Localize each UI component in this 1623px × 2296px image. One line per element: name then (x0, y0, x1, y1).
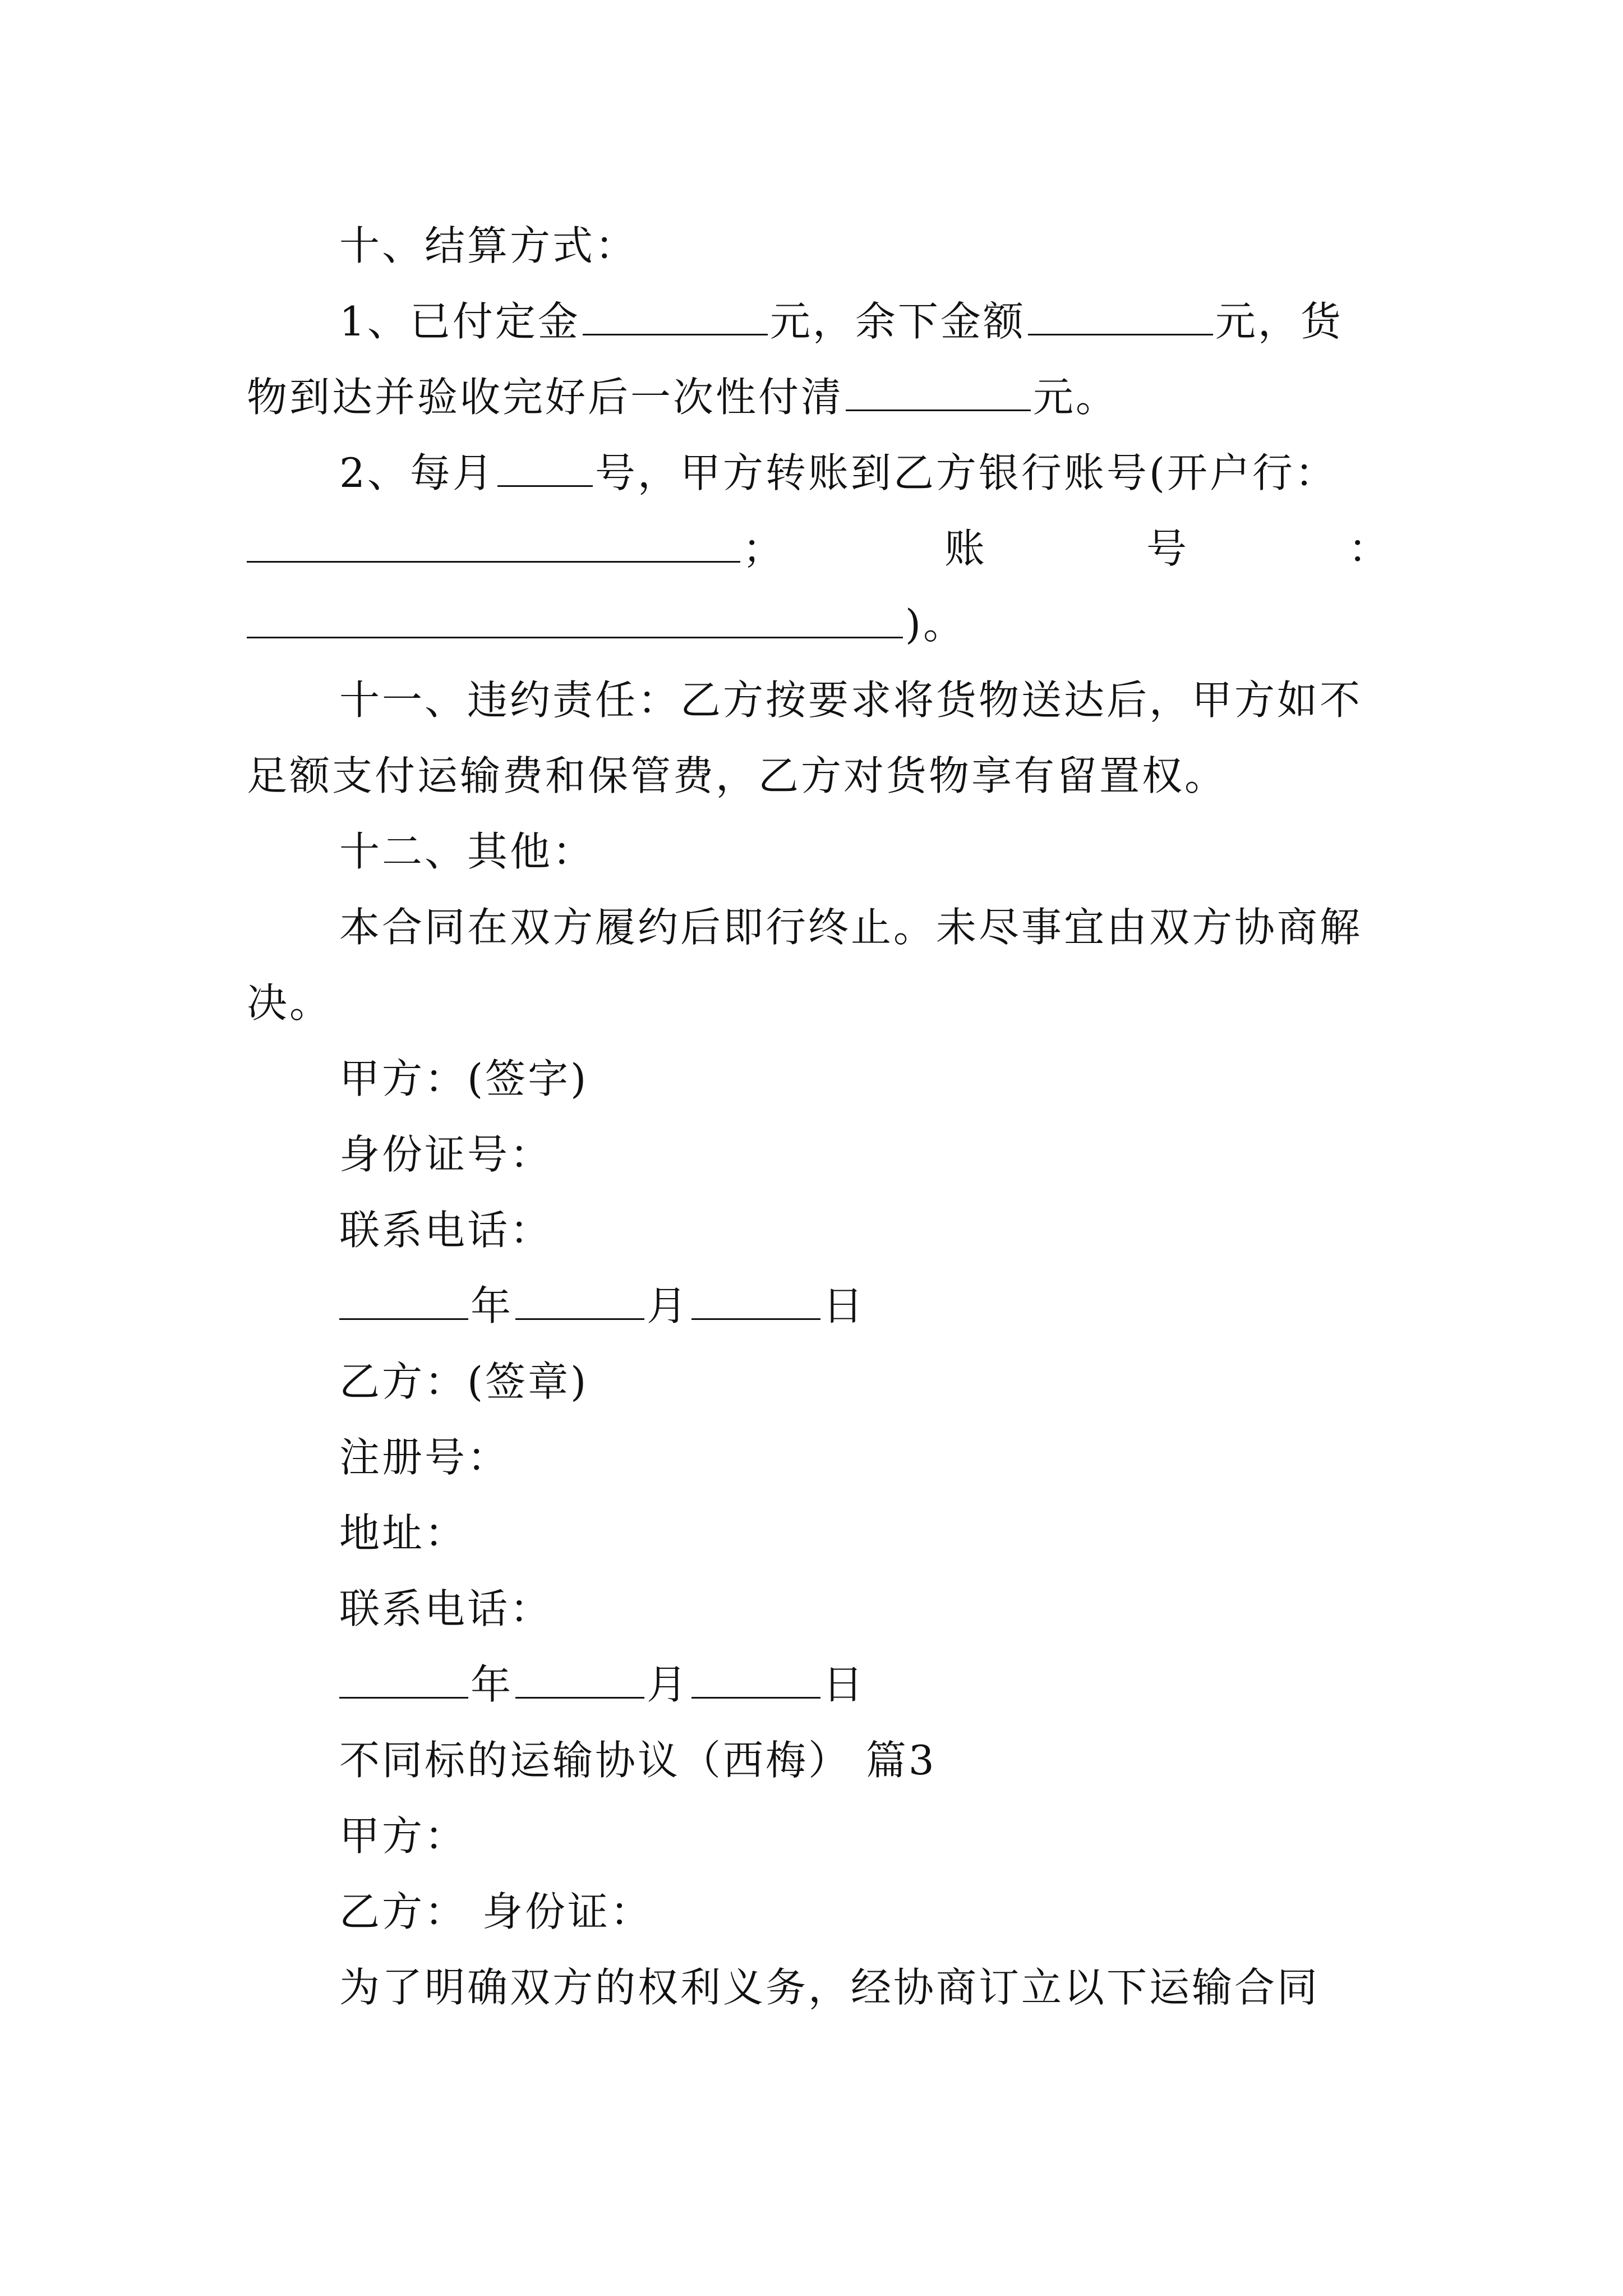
month-blank (515, 1283, 644, 1320)
balance-blank (1028, 299, 1213, 335)
year-label: 年 (471, 1661, 514, 1708)
year-label: 年 (471, 1282, 514, 1329)
agreement-3-party-b: 乙方： 身份证： (339, 1888, 653, 1935)
party-b-address: 地址： (339, 1510, 468, 1557)
account-number-blank (247, 602, 903, 638)
party-b-registration: 注册号： (339, 1434, 510, 1481)
section-12-heading: 十二、其他： (339, 828, 596, 875)
text-segment: ； (743, 525, 786, 572)
day-label: 日 (823, 1282, 866, 1329)
party-a-date (339, 1281, 1391, 1331)
party-a-phone: 联系电话： (339, 1207, 553, 1254)
party-b-seal: 乙方：(签章) (339, 1358, 589, 1405)
text-segment: 元，货 (1215, 298, 1343, 345)
section-11-line1: 十一、违约责任：乙方按要求将货物送达后，甲方如不 (339, 677, 1363, 724)
text-segment: 号 (1146, 525, 1189, 572)
bank-name-group (247, 523, 785, 574)
agreement-3-title: 不同标的运输协议（西梅） 篇3 (339, 1737, 937, 1784)
clause-10-2-line3 (247, 599, 1391, 650)
section-12-line1: 本合同在双方履约后即行终止。未尽事宜由双方协商解 (339, 904, 1363, 951)
text-segment: )。 (905, 601, 966, 648)
text-segment: 账 (944, 525, 987, 572)
text-segment: ： (1348, 525, 1391, 572)
text-segment: 号，甲方转账到乙方银行账号(开户行： (594, 449, 1338, 496)
month-label: 月 (647, 1282, 690, 1329)
full-payment-blank (846, 375, 1031, 411)
text-segment: 元。 (1033, 374, 1119, 421)
bank-name-blank (247, 526, 740, 563)
clause-10-1-line1 (339, 296, 1391, 347)
year-blank (339, 1283, 468, 1320)
day-of-month-blank (497, 450, 593, 487)
text-segment: 元，余下金额 (769, 298, 1026, 345)
party-a-signature: 甲方：(签字) (339, 1055, 589, 1102)
section-11-line2: 足额支付运输费和保管费，乙方对货物享有留置权。 (247, 752, 1228, 799)
text-segment: 物到达并验收完好后一次性付清 (247, 374, 844, 421)
clause-10-2-line2 (247, 523, 1391, 574)
clause-10-1-line2 (247, 372, 1391, 422)
party-a-id-number: 身份证号： (339, 1131, 553, 1178)
party-b-date (339, 1659, 1391, 1710)
text-segment: 2、每月 (339, 449, 495, 496)
agreement-3-preamble: 为了明确双方的权利义务，经协商订立以下运输合同 (339, 1964, 1320, 2011)
month-blank (515, 1662, 644, 1699)
section-10-heading: 十、结算方式： (339, 222, 638, 269)
day-blank (691, 1283, 820, 1320)
year-blank (339, 1662, 468, 1699)
text-segment: 1、已付定金 (339, 298, 580, 345)
day-blank (691, 1662, 820, 1699)
month-label: 月 (647, 1661, 690, 1708)
deposit-blank (583, 299, 768, 335)
agreement-3-party-a: 甲方： (339, 1812, 468, 1860)
clause-10-2-line1 (339, 448, 1391, 498)
party-b-phone: 联系电话： (339, 1585, 553, 1632)
section-12-line2: 决。 (247, 979, 333, 1027)
day-label: 日 (823, 1661, 866, 1708)
